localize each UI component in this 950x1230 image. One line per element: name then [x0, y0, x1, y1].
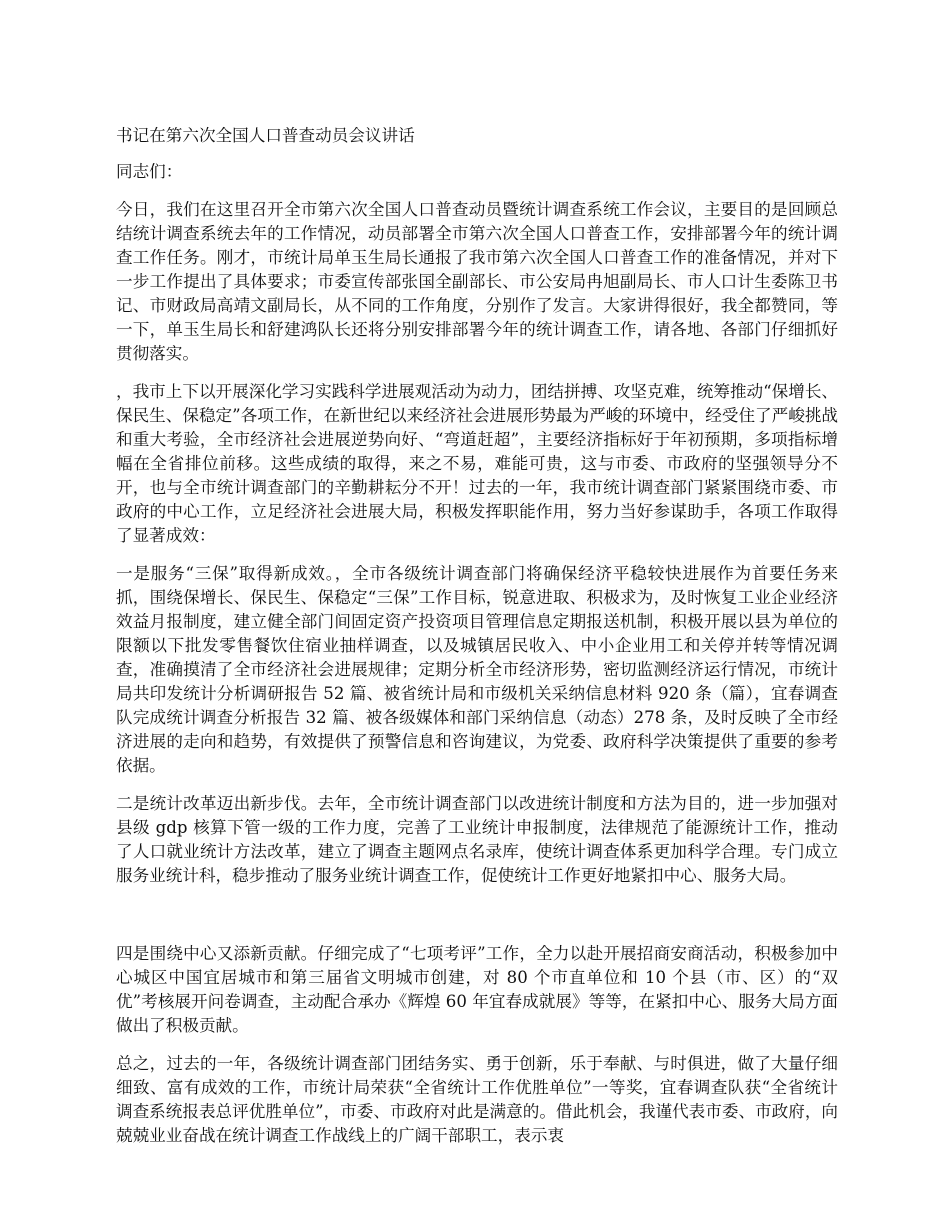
- paragraph-point-two: 二是统计改革迈出新步伐。去年，全市统计调查部门以改进统计制度和方法为目的，进一步加强对县级 gdp 核算下管一级的工作力度，完善了工业统计申报制度，法律规范了能源统计工作，推动了人口就业统计方法改革，建立了调查主题网点名录库，使统计调查体系更加科学合理。专门成立服务业统计科，稳步推动了服务业统计调查工作，促使统计工作更好地紧扣中心、服务大局。: [116, 794, 838, 885]
- paragraph-summary: 总之，过去的一年，各级统计调查部门团结务实、勇于创新，乐于奉献、与时俱进，做了大量仔细细致、富有成效的工作，市统计局荣获“全省统计工作优胜单位”一等奖，宜春调查队获“全省统计调查系统报表总评优胜单位”，市委、市政府对此是满意的。借此机会，我谨代表市委、市政府，向兢兢业业奋战在统计调查工作战线上的广阔干部职工，表示衷: [116, 1054, 839, 1145]
- paragraph-point-one: 一是服务“三保”取得新成效。，全市各级统计调查部门将确保经济平稳较快进展作为首要任务来抓，围绕保增长、保民生、保稳定“三保”工作目标，锐意进取、积极求为，及时恢复工业企业经济效益月报制度，建立健全部门间固定资产投资项目管理信息定期报送机制，积极开展以县为单位的限额以下批发零售餐饮住宿业抽样调查，以及城镇居民收入、中小企业用工和关停并转等情况调查，准确摸清了全市经济社会进展规律；定期分析全市经济形势，密切监测经济运行情况，市统计局共印发统计分析调研报告 52 篇、被省统计局和市级机关采纳信息材料 920 条（篇），宜春调查队完成统计调查分析报告 32 篇、被各级媒体和部门采纳信息（动态）278 条，及时反映了全市经济进展的走向和趋势，有效提供了预警信息和咨询建议，为党委、政府科学决策提供了重要的参考依据。: [116, 564, 838, 775]
- blank-gap: [116, 902, 838, 942]
- paragraph-opening: 今日，我们在这里召开全市第六次全国人口普查动员暨统计调查系统工作会议，主要目的是回顾总结统计调查系统去年的工作情况，动员部署全市第六次全国人口普查工作，安排部署今年的统计调查工作任务。刚才，市统计局单玉生局长通报了我市第六次全国人口普查工作的准备情况，并对下一步工作提出了具体要求；市委宣传部张国全副部长、市公安局冉旭副局长、市人口计生委陈卫书记、市财政局高靖文副局长，从不同的工作角度，分别作了发言。大家讲得很好，我全都赞同，等一下，单玉生局长和舒建鸿队长还将分别安排部署今年的统计调查工作，请各地、各部门仔细抓好贯彻落实。: [116, 200, 838, 363]
- paragraph-achievements: ，我市上下以开展深化学习实践科学进展观活动为动力，团结拼搏、攻坚克难，统筹推动“保增长、保民生、保稳定”各项工作，在新世纪以来经济社会进展形势最为严峻的环境中，经受住了严峻挑战和重大考验，全市经济社会进展逆势向好、“弯道赶超”，主要经济指标好于年初预期，多项指标增幅在全省排位前移。这些成绩的取得，来之不易，难能可贵，这与市委、市政府的坚强领导分不开，也与全市统计调查部门的辛勤耕耘分不开！过去的一年，我市统计调查部门紧紧围绕市委、市政府的中心工作，立足经济社会进展大局，积极发挥职能作用，努力当好参谋助手，各项工作取得了显著成效：: [116, 382, 839, 545]
- document-page: [116, 124, 838, 1162]
- salutation: 同志们：: [116, 162, 183, 181]
- document-title: 书记在第六次全国人口普查动员会议讲话: [116, 126, 415, 145]
- paragraph-point-four: 四是围绕中心又添新贡献。仔细完成了“七项考评”工作，全力以赴开展招商安商活动，积极参加中心城区中国宜居城市和第三届省文明城市创建，对 80 个市直单位和 10 个县（市、区）的“双优”考核展开问卷调查，主动配合承办《辉煌 60 年宜春成就展》等等，在紧扣中心、服务大局方面做出了积极贡献。: [116, 944, 838, 1035]
